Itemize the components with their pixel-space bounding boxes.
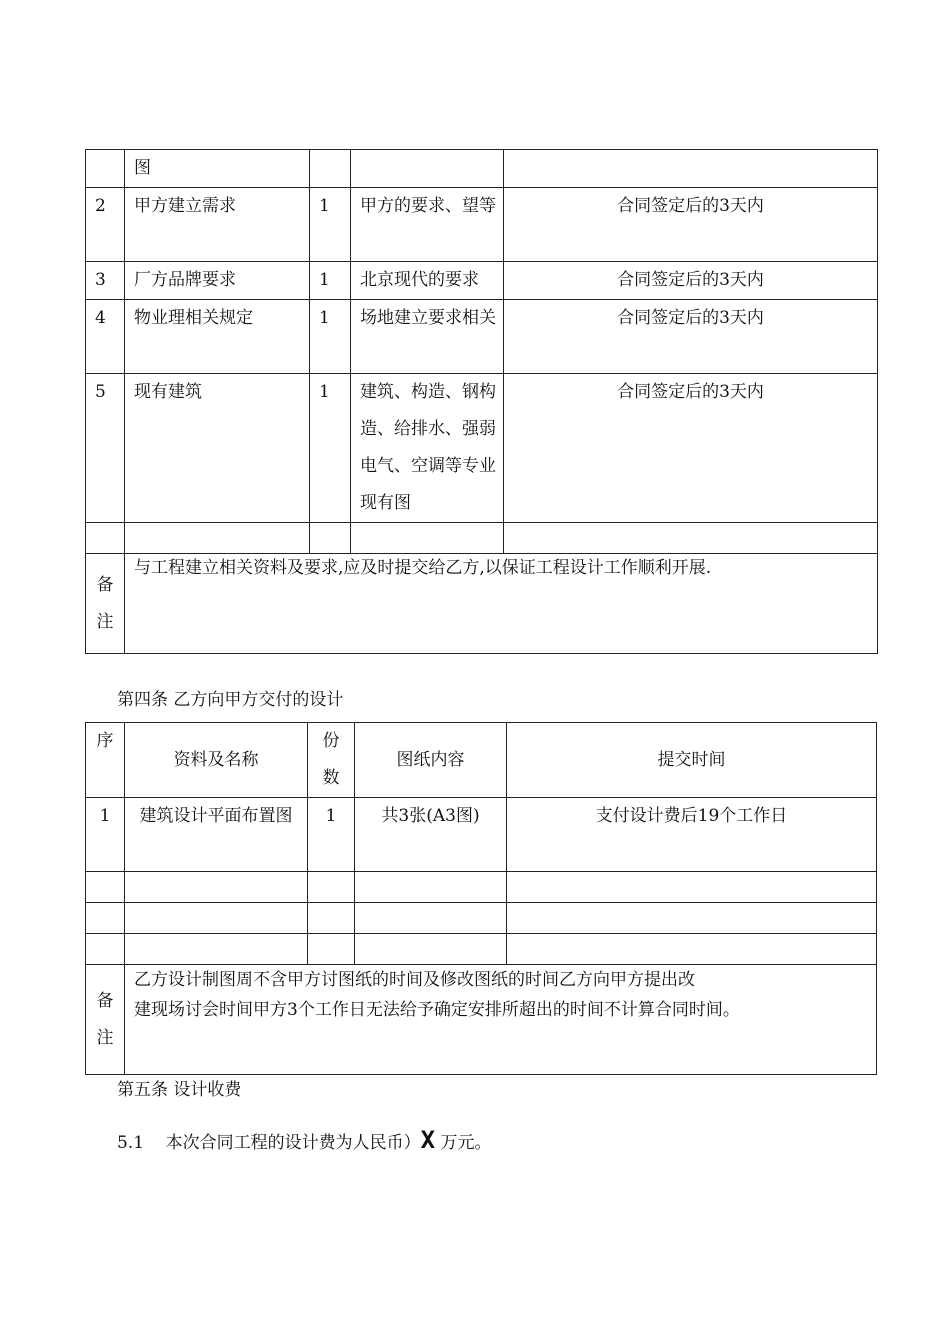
content [355, 903, 507, 934]
deadline: 合同签定后的3天内 [504, 188, 878, 262]
content: 共3张(A3图) [355, 798, 507, 872]
row-number: 1 [86, 798, 125, 872]
deadline [504, 150, 878, 188]
row-number [86, 903, 125, 934]
row-number: 3 [86, 262, 125, 300]
content: 北京现代的要求 [351, 262, 504, 300]
document-name: 厂方品牌要求 [125, 262, 310, 300]
header-name: 资料及名称 [125, 723, 308, 798]
quantity [310, 523, 351, 554]
remark-line-1: 乙方设计制图周不含甲方讨图纸的时间及修改图纸的时间乙方向甲方提出改 [134, 970, 695, 990]
requirements-table-continued [85, 149, 878, 654]
remark-text: 与工程建立相关资料及要求,应及时提交给乙方,以保证工程设计工作顺利开展. [125, 554, 878, 654]
quantity: 1 [308, 798, 355, 872]
remark-label [86, 965, 125, 1075]
content [351, 150, 504, 188]
quantity: 1 [310, 188, 351, 262]
row-number [86, 150, 125, 188]
table-row [86, 903, 877, 934]
fee-amount: X [420, 1126, 436, 1154]
document-name-text: 建筑设计平面布置图 [139, 806, 293, 826]
header-quantity [308, 723, 355, 798]
remark-label [86, 554, 125, 654]
clause-5-1 [117, 1126, 492, 1154]
content: 建筑、构造、钢构造、给排水、强弱电气、空调等专业现有图 [351, 374, 504, 523]
row-number: 4 [86, 300, 125, 374]
row-number [86, 523, 125, 554]
remark-row [86, 965, 877, 1075]
header-number: 序 [86, 723, 125, 798]
table-row [86, 523, 878, 554]
quantity [308, 903, 355, 934]
document-name: 物业理相关规定 [125, 300, 310, 374]
table-row [86, 300, 878, 374]
deadline: 支付设计费后19个工作日 [507, 798, 877, 872]
row-number: 5 [86, 374, 125, 523]
content: 甲方的要求、望等 [351, 188, 504, 262]
deadline: 合同签定后的3天内 [504, 374, 878, 523]
table-row [86, 374, 878, 523]
remark-text [125, 965, 877, 1075]
clause-unit: 万元。 [440, 1133, 492, 1153]
table-header-row [86, 723, 877, 798]
deadline [507, 903, 877, 934]
header-time: 提交时间 [507, 723, 877, 798]
deadline: 合同签定后的3天内 [504, 262, 878, 300]
deadline [507, 934, 877, 965]
content [355, 872, 507, 903]
quantity [310, 150, 351, 188]
deadline [507, 872, 877, 903]
row-number: 2 [86, 188, 125, 262]
quantity [308, 934, 355, 965]
document-name [125, 903, 308, 934]
remark-label-text: 备注 [96, 574, 114, 632]
document-name [125, 523, 310, 554]
document-name [125, 798, 308, 872]
document-name: 甲方建立需求 [125, 188, 310, 262]
table-row [86, 934, 877, 965]
section-4-title: 第四条 乙方向甲方交付的设计 [117, 690, 344, 710]
header-content: 图纸内容 [355, 723, 507, 798]
quantity: 1 [310, 300, 351, 374]
clause-number: 5.1 [117, 1133, 145, 1153]
header-quantity-text: 份数 [322, 731, 340, 788]
quantity: 1 [310, 262, 351, 300]
document-name [125, 934, 308, 965]
section-5-title: 第五条 设计收费 [117, 1080, 242, 1100]
deadline: 合同签定后的3天内 [504, 300, 878, 374]
content: 场地建立要求相关 [351, 300, 504, 374]
deadline [504, 523, 878, 554]
remark-line-2: 建现场讨会时间甲方3个工作日无法给予确定安排所超出的时间不计算合同时间。 [134, 1000, 740, 1020]
content [351, 523, 504, 554]
table-row [86, 798, 877, 872]
document-name: 现有建筑 [125, 374, 310, 523]
table-row [86, 150, 878, 188]
remark-row [86, 554, 878, 654]
quantity [308, 872, 355, 903]
table-row [86, 188, 878, 262]
table-row [86, 872, 877, 903]
clause-text: 本次合同工程的设计费为人民币） [165, 1133, 421, 1153]
content [355, 934, 507, 965]
deliverables-table [85, 722, 877, 1075]
quantity: 1 [310, 374, 351, 523]
row-number [86, 934, 125, 965]
remark-label-text: 备注 [96, 990, 114, 1048]
row-number [86, 872, 125, 903]
table-row [86, 262, 878, 300]
document-name: 图 [125, 150, 310, 188]
document-name [125, 872, 308, 903]
